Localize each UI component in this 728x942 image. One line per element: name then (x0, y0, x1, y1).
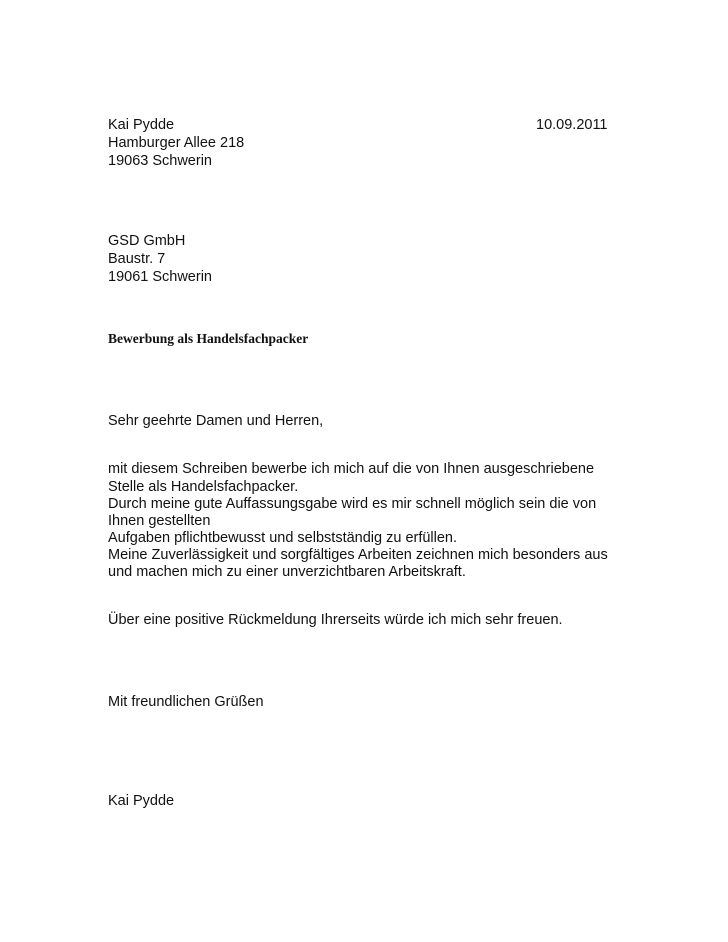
subject-line: Bewerbung als Handelsfachpacker (108, 331, 309, 346)
letter-date: 10.09.2011 (536, 117, 608, 133)
body-line: Meine Zuverlässigkeit und sorgfältiges Arbeiten zeichnen mich besonders aus (108, 547, 608, 563)
recipient-street: Baustr. 7 (108, 251, 166, 267)
sender-city: 19063 Schwerin (108, 153, 212, 169)
sender-street: Hamburger Allee 218 (108, 135, 245, 151)
closing-phrase: Mit freundlichen Grüßen (108, 694, 264, 710)
recipient-company: GSD GmbH (108, 233, 186, 249)
body-line: Aufgaben pflichtbewusst und selbstständig zu erfüllen. (108, 530, 458, 546)
sender-name: Kai Pydde (108, 117, 175, 133)
salutation: Sehr geehrte Damen und Herren, (108, 413, 324, 429)
body-line: und machen mich zu einer unverzichtbaren Arbeitskraft. (108, 564, 466, 580)
body-line: mit diesem Schreiben bewerbe ich mich auf die von Ihnen ausgeschriebene (108, 461, 595, 477)
closing-sentence: Über eine positive Rückmeldung Ihrerseits würde ich mich sehr freuen. (108, 612, 563, 628)
body-line: Ihnen gestellten (108, 513, 211, 529)
body-line: Stelle als Handelsfachpacker. (108, 479, 299, 495)
body-line: Durch meine gute Auffassungsgabe wird es mir schnell möglich sein die von (108, 496, 597, 512)
signature-name: Kai Pydde (108, 793, 175, 809)
recipient-city: 19061 Schwerin (108, 269, 212, 285)
